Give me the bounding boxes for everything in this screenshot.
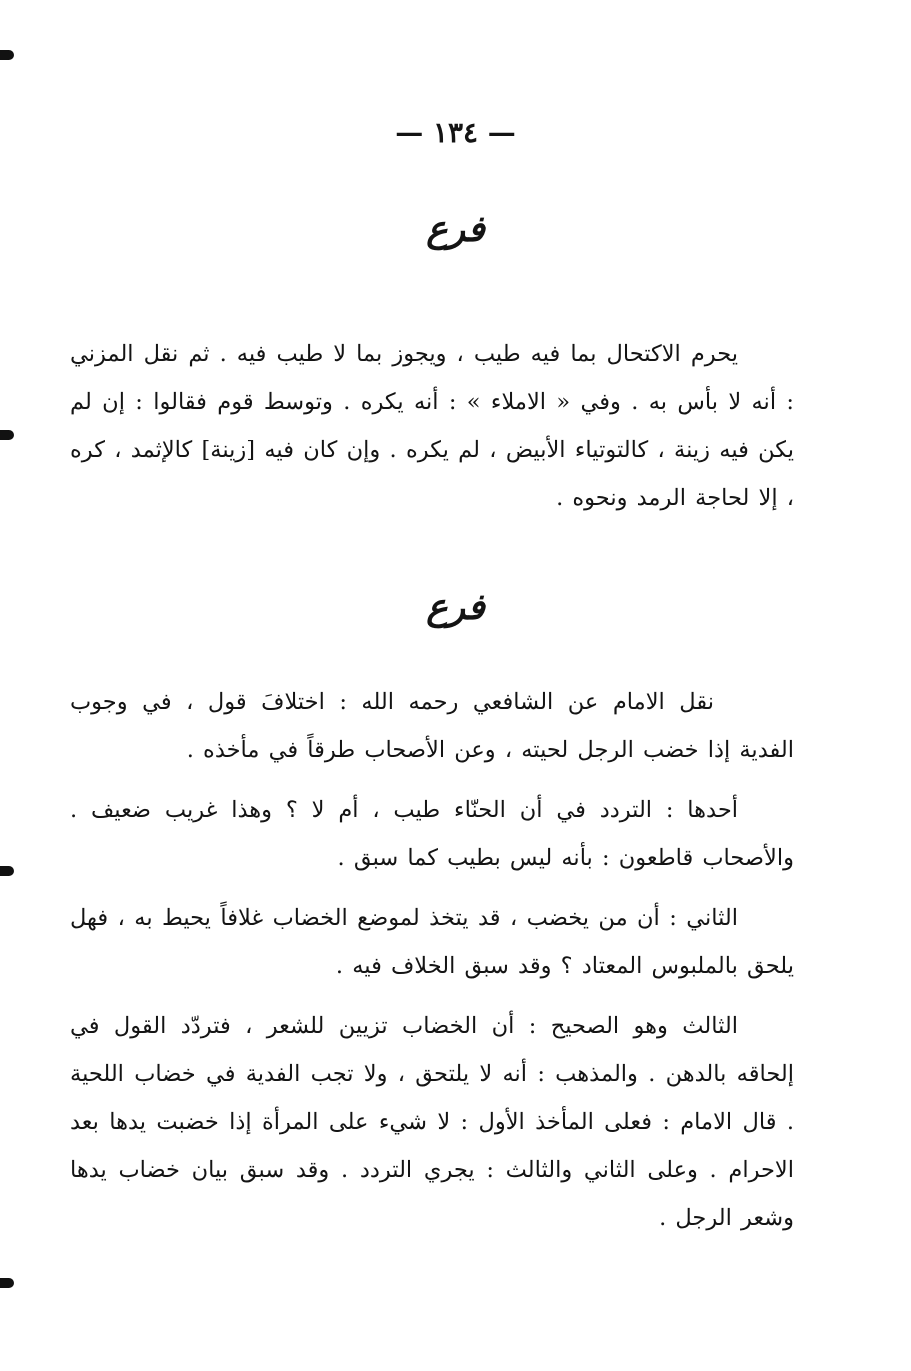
paragraph: نقل الامام عن الشافعي رحمه الله : اختلافَ قول ، في وجوب الفدية إذا خضب الرجل لحيته ، وعن الأصحاب طرقاً في مأخذه . [70, 689, 794, 763]
page-number: — ١٣٤ — [395, 116, 516, 149]
paragraph: الثاني : أن من يخضب ، قد يتخذ لموضع الخضاب غلافاً يحيط به ، فهل يلحق بالملبوس المعتاد ؟ وقد سبق الخلاف فيه . [70, 905, 794, 979]
paragraph: أحدها : التردد في أن الحنّاء طيب ، أم لا ؟ وهذا غريب ضعيف . والأصحاب قاطعون : بأنه ليس بطيب كما سبق . [70, 797, 794, 871]
paragraph: يحرم الاكتحال بما فيه طيب ، ويجوز بما لا طيب فيه . ثم نقل المزني : أنه لا بأس به . وفي « الاملاء » : أنه يكره . وتوسط قوم فقالوا : إن لم يكن فيه زينة ، كالتوتياء الأبيض ، لم يكره . وإن كان فيه [زينة] كالإثمد ، كره ، إلا لحاجة الرمد ونحوه . [70, 341, 794, 511]
margin-ink-mark [0, 866, 14, 876]
section-body [70, 678, 794, 1254]
section-heading: فرع [426, 208, 485, 250]
margin-ink-mark [0, 430, 14, 440]
section-heading: فرع [426, 586, 485, 628]
margin-ink-mark [0, 1278, 14, 1288]
paragraph: الثالث وهو الصحيح : أن الخضاب تزيين للشعر ، فتردّد القول في إلحاقه بالدهن . والمذهب : أنه لا يلتحق ، ولا تجب الفدية في خضاب اللحية . قال الامام : فعلى المأخذ الأول : لا شيء على المرأة إذا خضبت يدها بعد الاحرام . وعلى الثاني والثالث : يجري التردد . وقد سبق بيان خضاب يدها وشعر الرجل . [70, 1013, 794, 1231]
section-body [70, 330, 794, 522]
margin-ink-mark [0, 50, 14, 60]
